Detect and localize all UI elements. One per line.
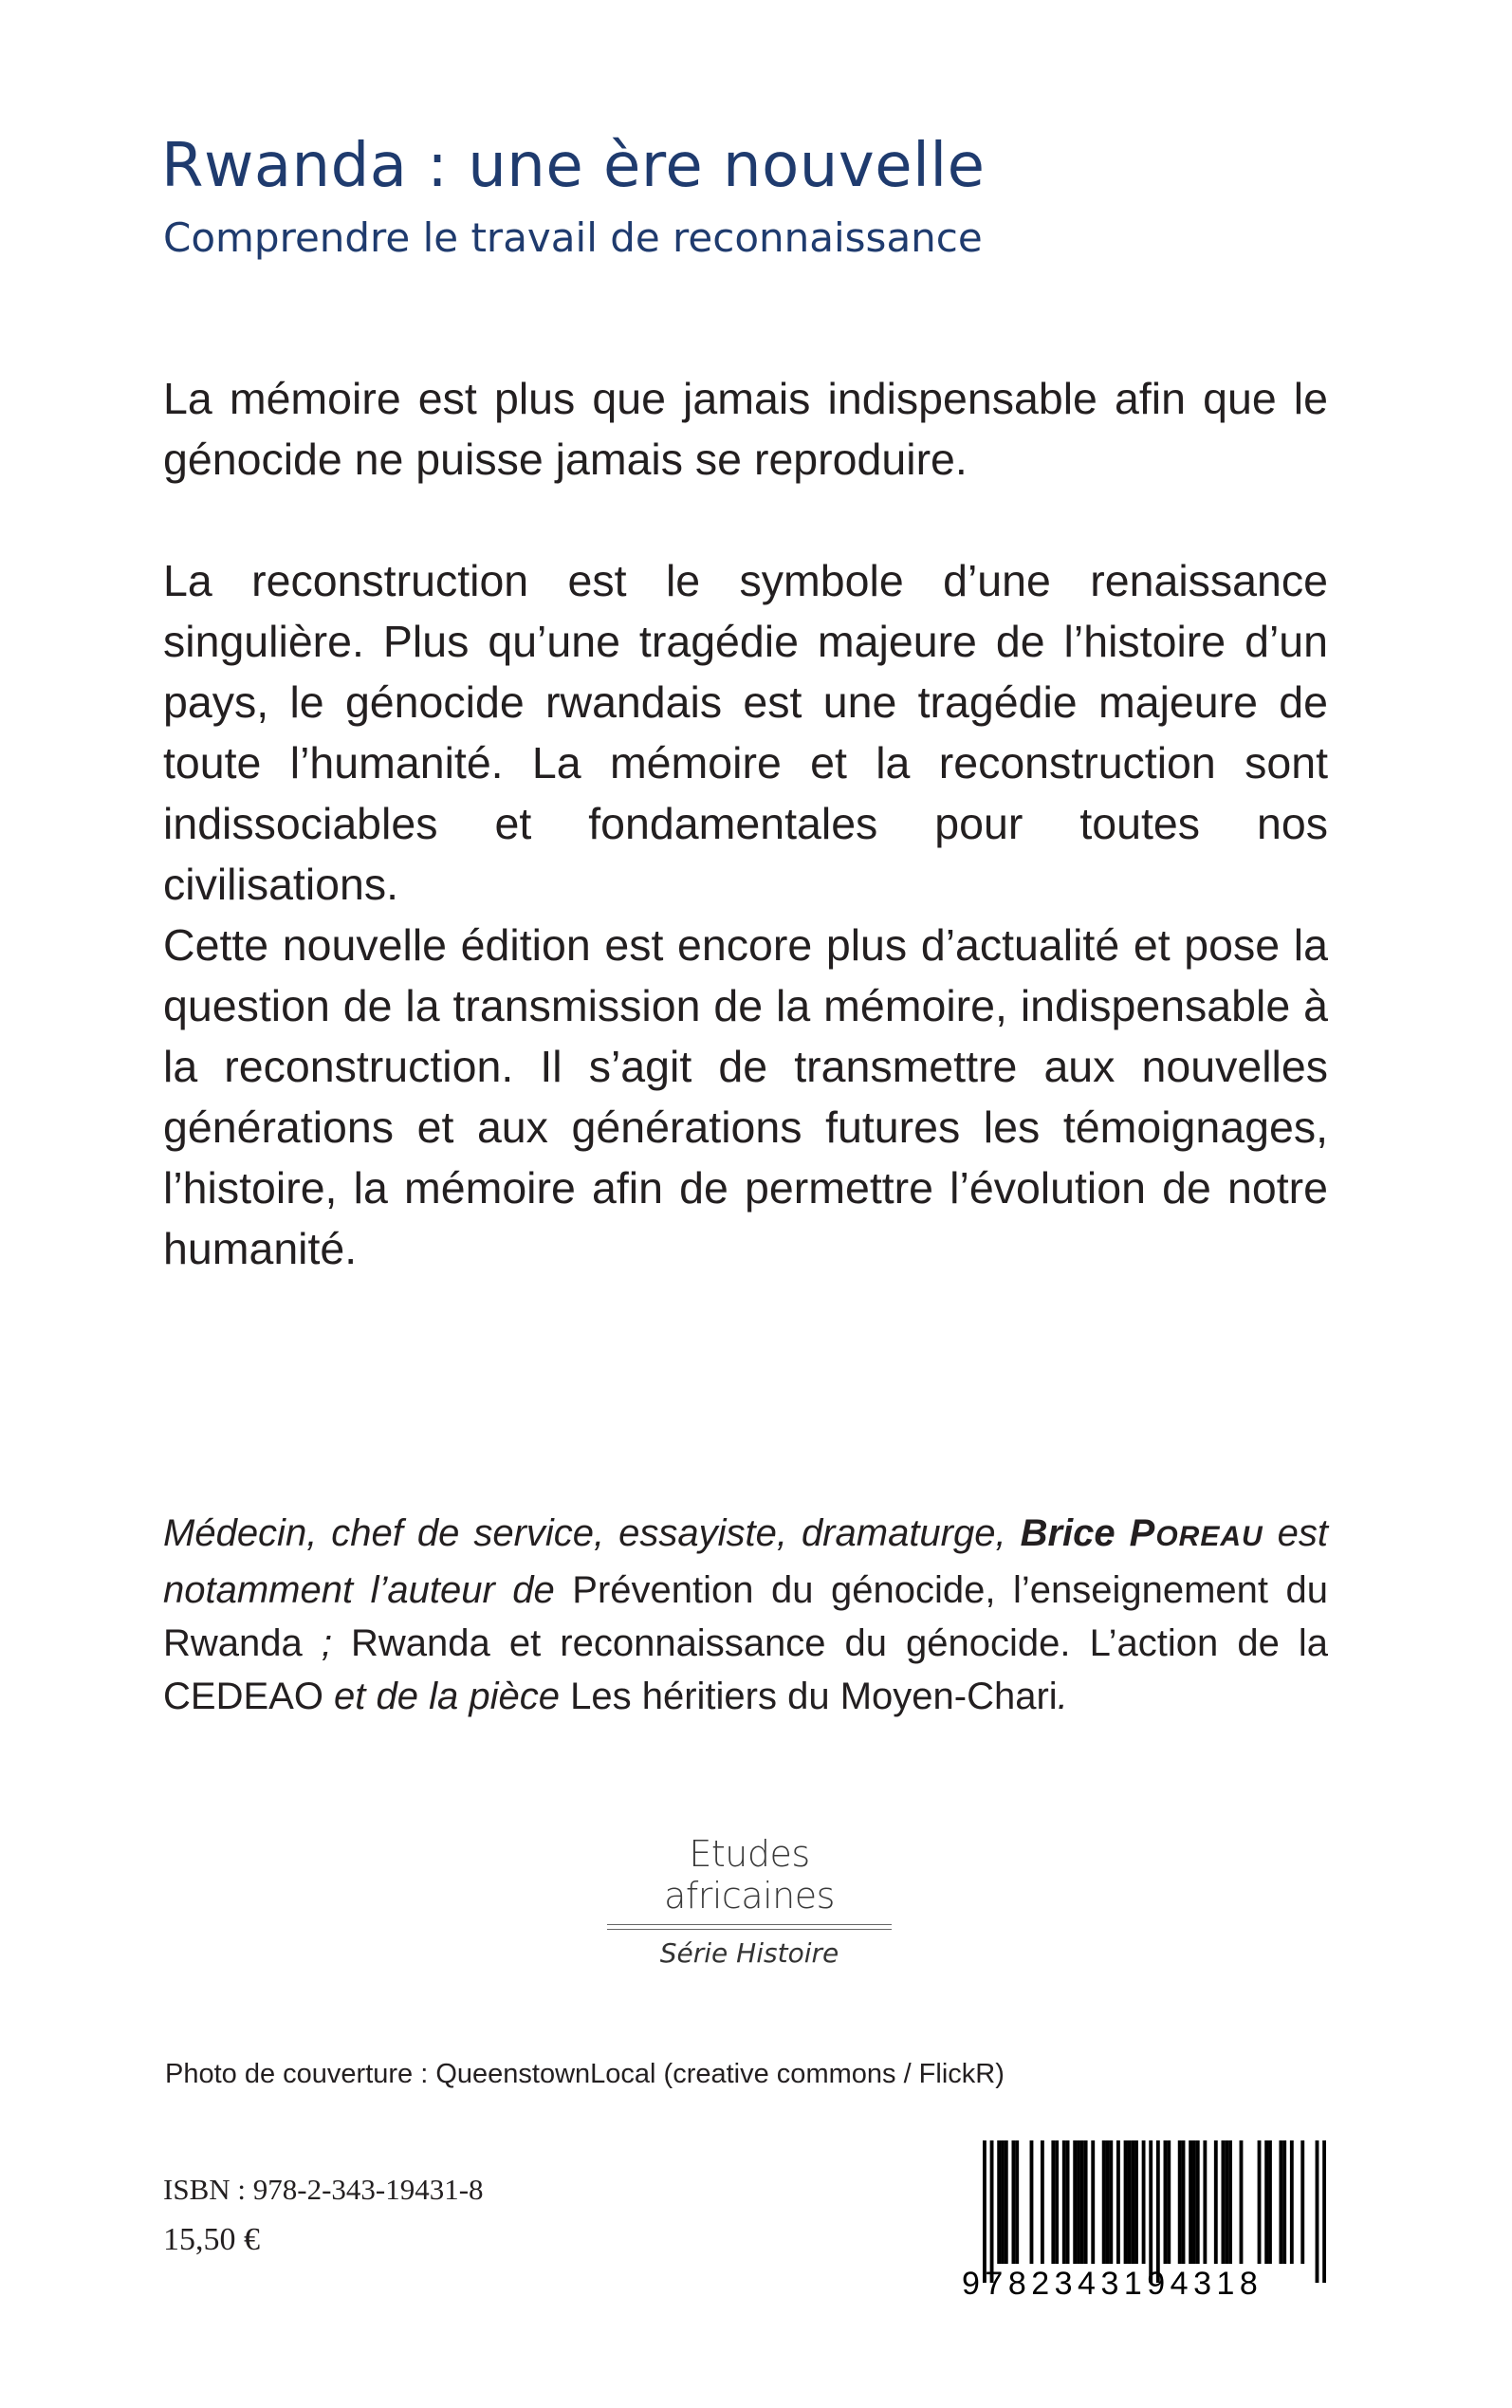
barcode-bar xyxy=(1228,2140,1232,2264)
barcode-bar xyxy=(1131,2140,1134,2264)
summary-paragraph-3: Cette nouvelle édition est encore plus d’actualité et pose la question de la transmission de la mémoire, indispensable à la reconstruction. Il s’agit de transmettre aux nouvelles générations et aux générations futures les témoignages, l’histoire, la mémoire afin de permettre l’évolution de notre humanité. xyxy=(163,920,1328,1273)
book-subtitle: Comprendre le travail de reconnaissance xyxy=(163,214,983,261)
collection-name: Etudes africaines xyxy=(607,1833,892,1925)
barcode-bar xyxy=(1073,2140,1077,2264)
barcode-bar xyxy=(1178,2140,1182,2264)
barcode-bar xyxy=(1077,2140,1080,2264)
collection-divider xyxy=(607,1929,892,1930)
barcode-bar xyxy=(1264,2140,1268,2264)
summary-paragraph-2: La reconstruction est le symbole d’une renaissance singulière. Plus qu’une tragédie majeure de l’histoire d’un pays, le génocide rwandais est une tragédie majeure de toute l’humanité. La mémoire et la reconstruction sont indissociables et fondamentales pour toutes nos civilisations. xyxy=(163,556,1328,909)
bio-separator: ; xyxy=(302,1622,352,1664)
barcode-bar xyxy=(1189,2140,1192,2264)
barcode-bar xyxy=(1268,2140,1272,2264)
barcode-bar xyxy=(1091,2140,1095,2264)
book-title: Rwanda : une ère nouvelle xyxy=(161,131,986,201)
barcode-bar xyxy=(1106,2140,1110,2264)
barcode-bar xyxy=(1051,2140,1055,2264)
barcode-bar xyxy=(1015,2140,1019,2264)
barcode-bar xyxy=(1300,2140,1304,2264)
price: 15,50 € xyxy=(163,2222,260,2257)
barcode-bar xyxy=(1011,2140,1015,2264)
barcode-bar xyxy=(1164,2140,1168,2264)
bio-mid-2: et de la pièce xyxy=(323,1676,571,1717)
barcode-bar xyxy=(1192,2140,1196,2264)
barcode-bar xyxy=(1134,2140,1138,2264)
barcode-bar xyxy=(1316,2140,1319,2283)
barcode-bar xyxy=(1167,2140,1171,2264)
collection-block xyxy=(607,1833,892,1969)
book-reference-2: Rwanda et reconnaissance du génocide. L’action de la CEDEAO xyxy=(163,1622,1329,1717)
barcode-bar xyxy=(1102,2140,1106,2264)
barcode-bar xyxy=(1225,2140,1228,2264)
barcode-bar xyxy=(1290,2140,1294,2264)
barcode-bar xyxy=(1221,2140,1225,2264)
barcode-bar xyxy=(1240,2140,1244,2264)
barcode-bar xyxy=(1030,2140,1034,2264)
barcode-bar xyxy=(1322,2140,1326,2283)
barcode-bar xyxy=(997,2140,1001,2264)
barcode-bar xyxy=(1062,2140,1066,2264)
barcode-bar xyxy=(1005,2140,1008,2264)
bio-intro: Médecin, chef de service, essayiste, dramaturge, xyxy=(163,1512,1021,1554)
barcode-bar xyxy=(990,2140,994,2283)
isbn: ISBN : 978-2-343-19431-8 xyxy=(163,2173,484,2206)
barcode-bar xyxy=(1142,2140,1146,2264)
barcode-bar xyxy=(1182,2140,1186,2264)
author-first-name: Brice xyxy=(1020,1512,1130,1554)
barcode-digits: 9782343194318 xyxy=(962,2266,1263,2302)
barcode-bar xyxy=(1203,2140,1207,2264)
barcode-bar xyxy=(1127,2140,1131,2264)
barcode-bar xyxy=(1080,2140,1084,2264)
barcode-bar xyxy=(1214,2140,1218,2264)
barcode-bar xyxy=(1258,2140,1262,2264)
barcode-bar xyxy=(983,2140,986,2283)
barcode-bar xyxy=(1066,2140,1070,2264)
bio-mid-1: est notamment l’auteur de xyxy=(163,1512,1328,1611)
barcode-bar xyxy=(1041,2140,1044,2264)
barcode-bar xyxy=(1116,2140,1120,2264)
author-name xyxy=(1021,1512,1263,1554)
book-reference-1: Prévention du génocide, l’enseignement du Rwanda xyxy=(163,1569,1328,1664)
barcode-bar xyxy=(1279,2140,1282,2264)
barcode-bar xyxy=(1084,2140,1088,2264)
collection-series: Série Histoire xyxy=(659,1937,839,1969)
summary-paragraph-1: La mémoire est plus que jamais indispensable afin que le génocide ne puisse jamais se reproduire. xyxy=(163,374,1328,484)
barcode-bar xyxy=(1196,2140,1200,2264)
author-bio xyxy=(163,1507,1328,1723)
barcode-bar xyxy=(1109,2140,1113,2264)
barcode-bar xyxy=(1149,2140,1152,2283)
barcode-bar xyxy=(1055,2140,1059,2264)
bio-end: . xyxy=(1057,1676,1068,1717)
barcode-bar xyxy=(1001,2140,1005,2264)
barcode-bar xyxy=(1124,2140,1128,2264)
photo-credit: Photo de couverture : QueenstownLocal (creative commons / FlickR) xyxy=(165,2059,1005,2089)
book-reference-3: Les héritiers du Moyen-Chari xyxy=(570,1676,1058,1717)
barcode-bar xyxy=(1282,2140,1286,2264)
author-last-name: POREAU xyxy=(1129,1512,1263,1554)
barcode-bar xyxy=(1156,2140,1160,2283)
